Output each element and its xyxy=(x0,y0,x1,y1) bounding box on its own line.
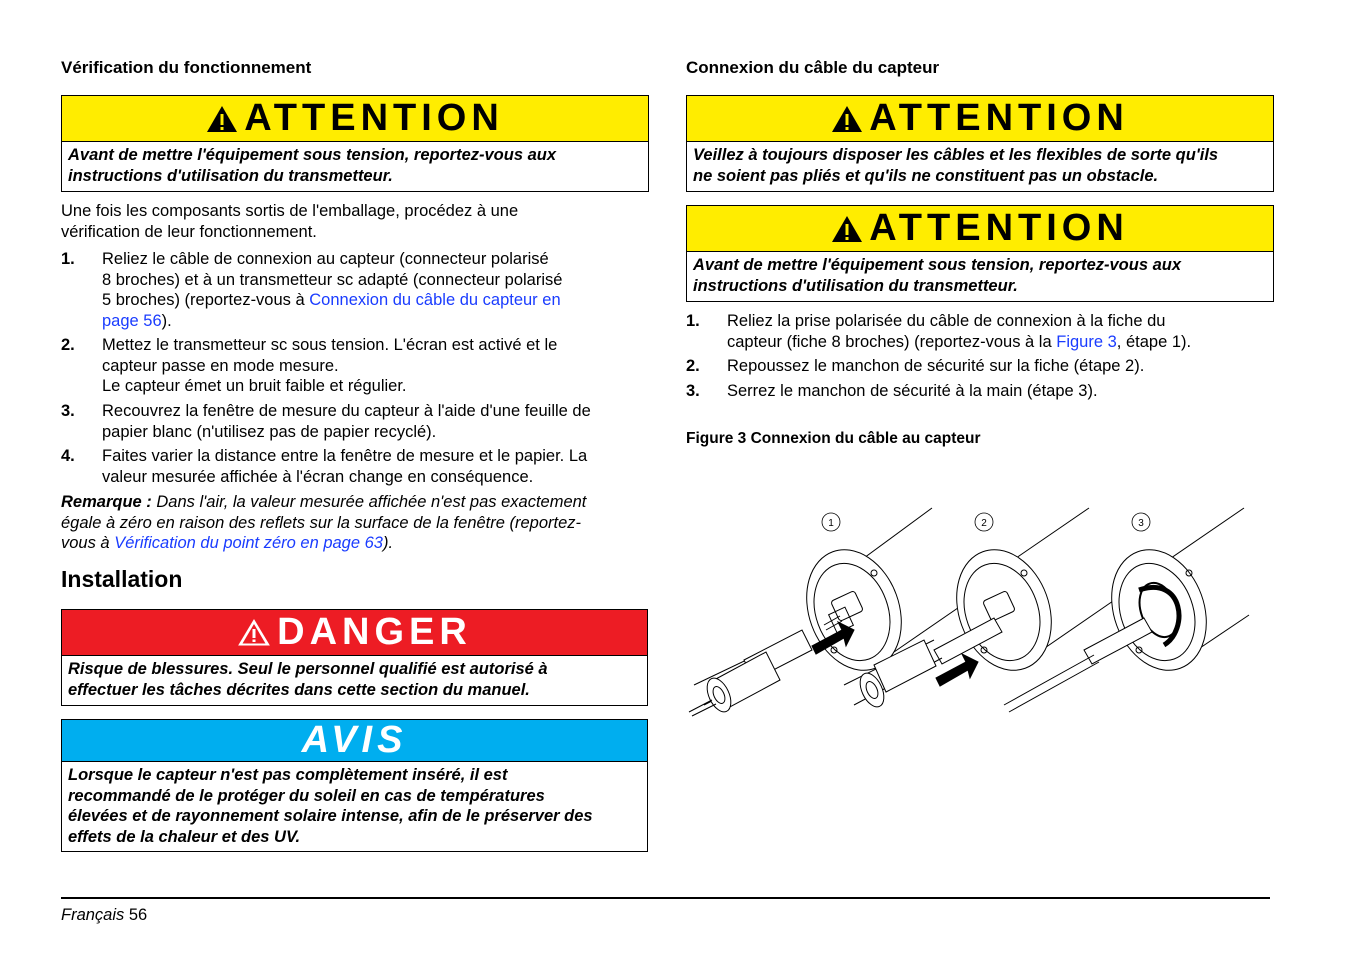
list-text-line: Reliez la prise polarisée du câble de connexion à la fiche du xyxy=(727,312,1166,330)
list-text-line: Le capteur émet un bruit faible et régulier. xyxy=(102,377,407,395)
list-text-line: valeur mesurée affichée à l'écran change en conséquence. xyxy=(102,467,534,486)
attention-text-line: Avant de mettre l'équipement sous tension, reportez-vous aux xyxy=(693,256,1182,274)
avis-banner xyxy=(62,720,647,762)
attention-text xyxy=(687,252,1273,296)
note-text-fragment: Dans l'air, la valeur mesurée affichée n'est pas exactement xyxy=(151,493,587,511)
cable-connection-figure xyxy=(684,480,1254,720)
list-text-line: papier blanc (n'utilisez pas de papier recyclé). xyxy=(102,422,437,441)
section-heading-installation: Installation xyxy=(61,566,183,592)
list-text-fragment: , étape 1). xyxy=(1116,332,1192,351)
callout-2: 2 xyxy=(981,518,987,529)
avis-box xyxy=(61,719,648,852)
attention-banner xyxy=(62,96,648,142)
danger-label: DANGER xyxy=(277,611,472,653)
avis-text xyxy=(62,762,647,847)
section-heading-connexion: Connexion du câble du capteur xyxy=(686,58,940,77)
attention-text-line: Veillez à toujours disposer les câbles et les flexibles de sorte qu'ils xyxy=(693,146,1219,164)
list-number: 2. xyxy=(686,357,700,375)
danger-box xyxy=(61,609,648,706)
callout-3: 3 xyxy=(1138,518,1144,529)
attention-banner xyxy=(687,206,1273,252)
page-number: 56 xyxy=(128,906,148,924)
section-heading-verification: Vérification du fonctionnement xyxy=(61,58,312,77)
attention-label: ATTENTION xyxy=(869,97,1129,139)
list-text-line: Serrez le manchon de sécurité à la main (étape 3). xyxy=(727,382,1098,400)
cross-reference-link[interactable]: Figure 3 xyxy=(1056,332,1117,351)
list-text-fragment: capteur (fiche 8 broches) (reportez-vous à la xyxy=(727,332,1057,351)
attention-text-line: instructions d'utilisation du transmetteur. xyxy=(693,276,1018,295)
attention-banner xyxy=(687,96,1273,142)
list-text-line: capteur passe en mode mesure. xyxy=(102,356,339,375)
list-number: 1. xyxy=(61,250,75,268)
danger-banner xyxy=(62,610,647,656)
attention-label: ATTENTION xyxy=(244,97,504,139)
attention-text-line: ne soient pas pliés et qu'ils ne constituent pas un obstacle. xyxy=(693,166,1159,185)
paragraph-line: Une fois les composants sortis de l'emballage, procédez à une xyxy=(61,202,519,220)
intro-paragraph xyxy=(61,201,518,242)
list-text-line: Reliez le câble de connexion au capteur (connecteur polarisé xyxy=(102,250,549,268)
note-text-line: égale à zéro en raison des reflets sur la surface de la fenêtre (reportez- xyxy=(61,513,582,532)
list-text-line: Faites varier la distance entre la fenêtre de mesure et le papier. La xyxy=(102,447,588,465)
attention-box-3 xyxy=(686,205,1274,302)
note-label: Remarque : xyxy=(61,493,152,511)
figure-callouts xyxy=(822,513,1150,531)
attention-box-2 xyxy=(686,95,1274,192)
list-item xyxy=(61,401,651,443)
page-footer xyxy=(61,906,147,925)
warning-triangle-icon xyxy=(237,618,271,647)
attention-box-1 xyxy=(61,95,649,192)
attention-text-line: Avant de mettre l'équipement sous tension, reportez-vous aux xyxy=(68,146,557,164)
list-text-line: Recouvrez la fenêtre de mesure du capteur à l'aide d'une feuille de xyxy=(102,402,591,420)
warning-triangle-icon xyxy=(831,105,863,133)
cross-reference-link[interactable]: Vérification du point zéro en page 63 xyxy=(114,534,383,552)
list-item xyxy=(61,446,651,488)
avis-text-line: élevées et de rayonnement solaire intense, afin de le préserver des xyxy=(68,807,593,825)
paragraph-line: vérification de leur fonctionnement. xyxy=(61,222,317,241)
list-text-line: Repoussez le manchon de sécurité sur la fiche (étape 2). xyxy=(727,357,1145,375)
list-number: 3. xyxy=(61,402,75,420)
list-item xyxy=(686,311,1276,353)
danger-text-line: Risque de blessures. Seul le personnel qualifié est autorisé à xyxy=(68,660,548,678)
list-number: 2. xyxy=(61,336,75,354)
avis-text-line: effets de la chaleur et des UV. xyxy=(68,827,301,846)
note-paragraph xyxy=(61,492,586,554)
list-number: 3. xyxy=(686,382,700,400)
list-number: 4. xyxy=(61,447,75,465)
attention-text xyxy=(687,142,1273,186)
avis-text-line: recommandé de le protéger du soleil en cas de températures xyxy=(68,786,545,805)
danger-text xyxy=(62,656,647,700)
attention-label: ATTENTION xyxy=(869,207,1129,249)
cross-reference-link[interactable]: page 56 xyxy=(102,311,162,330)
callout-1: 1 xyxy=(828,518,834,529)
list-item xyxy=(61,335,651,397)
list-text-fragment: ). xyxy=(161,311,172,330)
warning-triangle-icon xyxy=(206,105,238,133)
list-text-line: 8 broches) et à un transmetteur sc adapté (connecteur polarisé xyxy=(102,270,563,289)
attention-text-line: instructions d'utilisation du transmetteur. xyxy=(68,166,393,185)
warning-triangle-icon xyxy=(831,215,863,243)
list-item xyxy=(686,381,1276,403)
footer-divider xyxy=(61,897,1270,899)
list-item xyxy=(61,249,651,333)
danger-text-line: effectuer les tâches décrites dans cette section du manuel. xyxy=(68,680,530,699)
list-text-line: Mettez le transmetteur sc sous tension. L'écran est activé et le xyxy=(102,336,558,354)
note-text-fragment: ). xyxy=(382,534,394,552)
list-text-fragment: 5 broches) (reportez-vous à xyxy=(102,291,310,309)
list-item xyxy=(686,356,1276,378)
list-number: 1. xyxy=(686,312,700,330)
footer-language: Français xyxy=(61,906,125,924)
cross-reference-link[interactable]: Connexion du câble du capteur en xyxy=(309,291,561,309)
avis-text-line: Lorsque le capteur n'est pas complètement inséré, il est xyxy=(68,766,508,784)
avis-label: AVIS xyxy=(301,719,408,761)
attention-text xyxy=(62,142,648,186)
note-text-fragment: vous à xyxy=(61,534,115,552)
figure-caption: Figure 3 Connexion du câble au capteur xyxy=(686,430,981,447)
